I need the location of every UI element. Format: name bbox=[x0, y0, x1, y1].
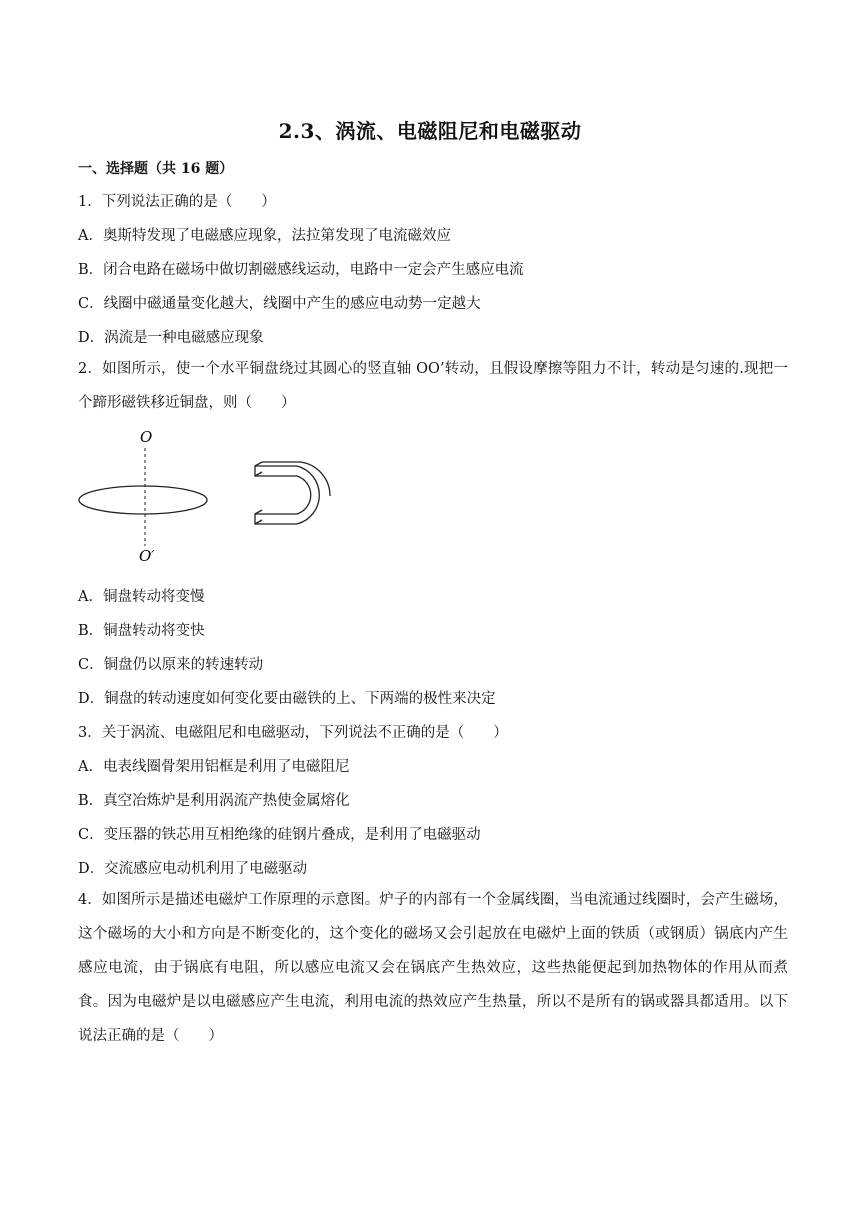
section-heading: 一、选择题（共 16 题） bbox=[78, 161, 234, 177]
page-title: 2.3、涡流、电磁阻尼和电磁驱动 bbox=[278, 119, 582, 143]
copper-disc bbox=[79, 486, 207, 514]
question-2-option-d: D．铜盘的转动速度如何变化要由磁铁的上、下两端的极性来决定 bbox=[78, 691, 496, 707]
copper-disc-magnet-figure bbox=[72, 428, 342, 568]
axis-label-bottom: O′ bbox=[139, 547, 155, 565]
question-1-option-c: C．线圈中磁通量变化越大，线圈中产生的感应电动势一定越大 bbox=[78, 296, 481, 312]
question-2-option-a: A．铜盘转动将变慢 bbox=[78, 589, 205, 605]
question-3-option-d: D．交流感应电动机利用了电磁驱动 bbox=[78, 861, 308, 877]
question-1-option-a: A．奥斯特发现了电磁感应现象，法拉第发现了电流磁效应 bbox=[78, 228, 451, 244]
horseshoe-magnet bbox=[255, 462, 330, 524]
axis-label-top: O bbox=[140, 428, 153, 446]
question-3-option-b: B．真空冶炼炉是利用涡流产热使金属熔化 bbox=[78, 793, 350, 809]
question-3-option-a: A．电表线圈骨架用铝框是利用了电磁阻尼 bbox=[78, 759, 350, 775]
question-2-option-b: B．铜盘转动将变快 bbox=[78, 623, 205, 639]
question-1-stem: 1．下列说法正确的是（ ） bbox=[78, 194, 276, 210]
question-1-option-b: B．闭合电路在磁场中做切割磁感线运动，电路中一定会产生感应电流 bbox=[78, 262, 524, 278]
question-2-stem: 2．如图所示，使一个水平铜盘绕过其圆心的竖直轴 OO’转动，且假设摩擦等阻力不计，转动是匀速的.现把一个蹄形磁铁移近铜盘，则（ ） bbox=[78, 361, 788, 411]
question-3-stem: 3．关于涡流、电磁阻尼和电磁驱动，下列说法不正确的是（ ） bbox=[78, 725, 508, 741]
question-2-option-c: C．铜盘仍以原来的转速转动 bbox=[78, 657, 264, 673]
question-4-stem: 4．如图所示是描述电磁炉工作原理的示意图。炉子的内部有一个金属线圈，当电流通过线圈时，会产生磁场，这个磁场的大小和方向是不断变化的，这个变化的磁场又会引起放在电磁炉上面的铁质（或钢质）锅底内产生感应电流，由于锅底有电阻，所以感应电流又会在锅底产生热效应，这些热能便起到加热物体的作用从而煮食。因为电磁炉是以电磁感应产生电流，利用电流的热效应产生热量，所以不是所有的锅或器具都适用。以下说法正确的是（ ） bbox=[78, 892, 788, 1044]
question-3-option-c: C．变压器的铁芯用互相绝缘的硅钢片叠成，是利用了电磁驱动 bbox=[78, 827, 481, 843]
question-1-option-d: D．涡流是一种电磁感应现象 bbox=[78, 330, 264, 346]
